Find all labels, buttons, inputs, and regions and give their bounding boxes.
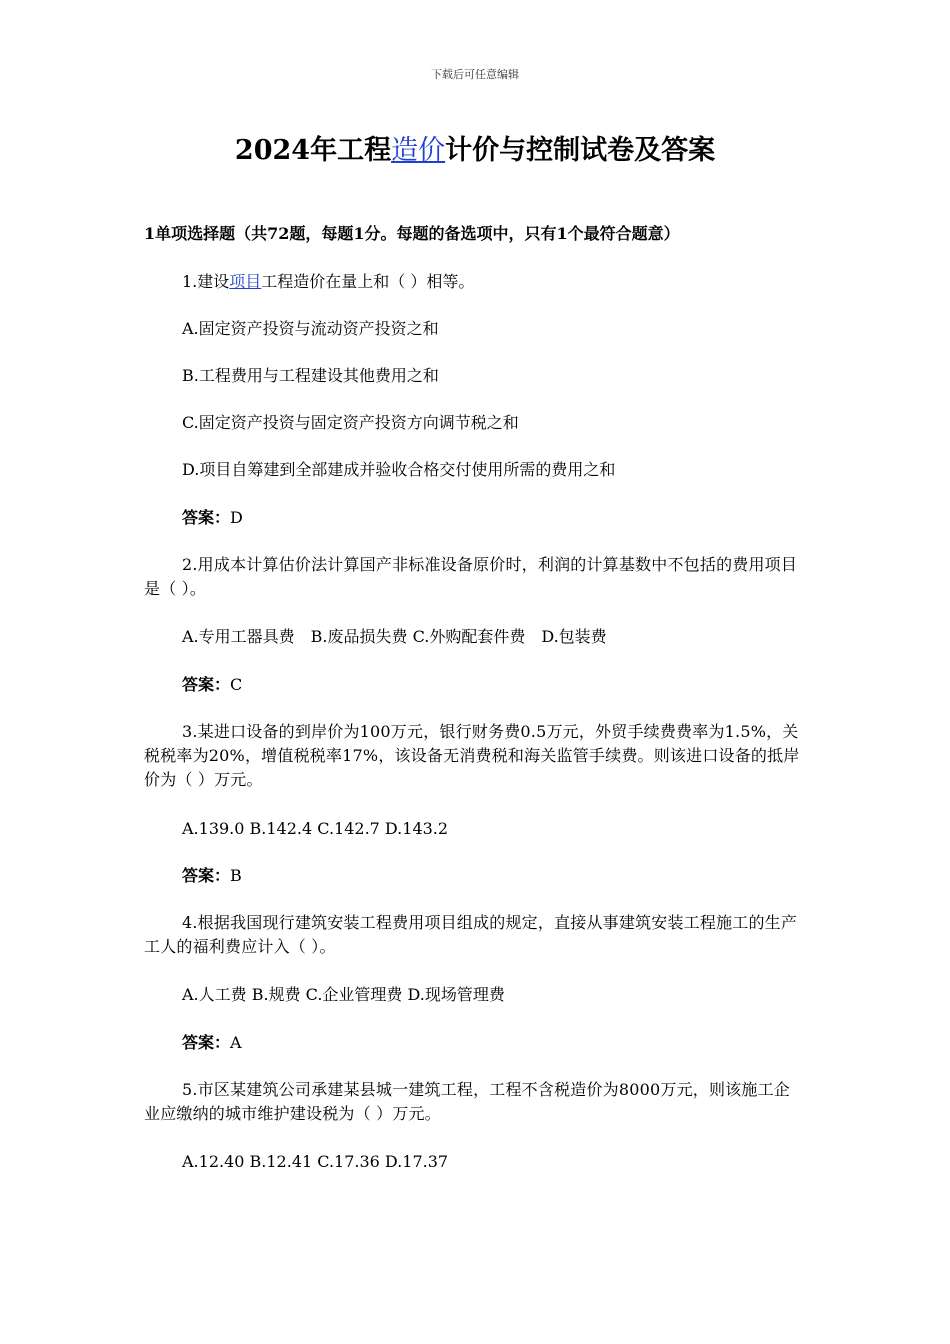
q3-answer-value: B bbox=[230, 866, 242, 885]
q1-stem-before: 1.建设 bbox=[182, 272, 230, 291]
q2-options: A.专用工器具费 B.废品损失费 C.外购配套件费 D.包装费 bbox=[182, 627, 607, 646]
q1-answer bbox=[182, 506, 243, 530]
q3-answer bbox=[182, 864, 242, 888]
q1-option-c: C.固定资产投资与固定资产投资方向调节税之和 bbox=[182, 413, 519, 432]
q1-stem bbox=[182, 270, 474, 294]
q1-stem-after: 工程造价在量上和（ ）相等。 bbox=[261, 272, 475, 291]
q5-stem: 5.市区某建筑公司承建某县城一建筑工程，工程不含税造价为8000万元，则该施工企业应缴纳的城市维护建设税为（ ）万元。 bbox=[144, 1080, 790, 1123]
header-note: 下载后可任意编辑 bbox=[431, 68, 519, 81]
q4-stem: 4.根据我国现行建筑安装工程费用项目组成的规定，直接从事建筑安装工程施工的生产工人的福利费应计入（ ）。 bbox=[144, 913, 798, 956]
title-text-before: 2024年工程 bbox=[234, 135, 392, 166]
q4-answer bbox=[182, 1031, 242, 1055]
title-link-zaojia[interactable]: 造价 bbox=[391, 135, 446, 166]
q4-answer-value: A bbox=[230, 1033, 242, 1052]
q2-answer-value: C bbox=[230, 675, 243, 694]
q3-answer-label: 答案： bbox=[182, 866, 231, 885]
title-text-after: 计价与控制试卷及答案 bbox=[445, 135, 716, 166]
q1-answer-value: D bbox=[230, 508, 243, 527]
q5-options: A.12.40 B.12.41 C.17.36 D.17.37 bbox=[182, 1152, 449, 1171]
q4-options: A.人工费 B.规费 C.企业管理费 D.现场管理费 bbox=[182, 985, 505, 1004]
section-heading: 1单项选择题（共72题，每题1分。每题的备选项中，只有1个最符合题意） bbox=[144, 224, 680, 243]
q2-stem: 2.用成本计算估价法计算国产非标准设备原价时，利润的计算基数中不包括的费用项目是（ ）。 bbox=[144, 555, 798, 598]
q2-answer bbox=[182, 673, 242, 697]
q4-answer-label: 答案： bbox=[182, 1033, 231, 1052]
q1-answer-label: 答案： bbox=[182, 508, 231, 527]
q1-link-xiangmu[interactable]: 项目 bbox=[229, 272, 262, 291]
q1-option-a: A.固定资产投资与流动资产投资之和 bbox=[182, 319, 439, 338]
q1-option-b: B.工程费用与工程建设其他费用之和 bbox=[182, 366, 439, 385]
q3-options: A.139.0 B.142.4 C.142.7 D.143.2 bbox=[182, 819, 449, 838]
q3-stem: 3.某进口设备的到岸价为100万元，银行财务费0.5万元，外贸手续费费率为1.5%，关税税率为20%，增值税税率17%，该设备无消费税和海关监管手续费。则该进口设备的抵岸价为（ ）万元。 bbox=[144, 722, 800, 789]
page-title bbox=[0, 133, 950, 169]
q1-option-d: D.项目自筹建到全部建成并验收合格交付使用所需的费用之和 bbox=[182, 460, 616, 479]
q2-answer-label: 答案： bbox=[182, 675, 231, 694]
